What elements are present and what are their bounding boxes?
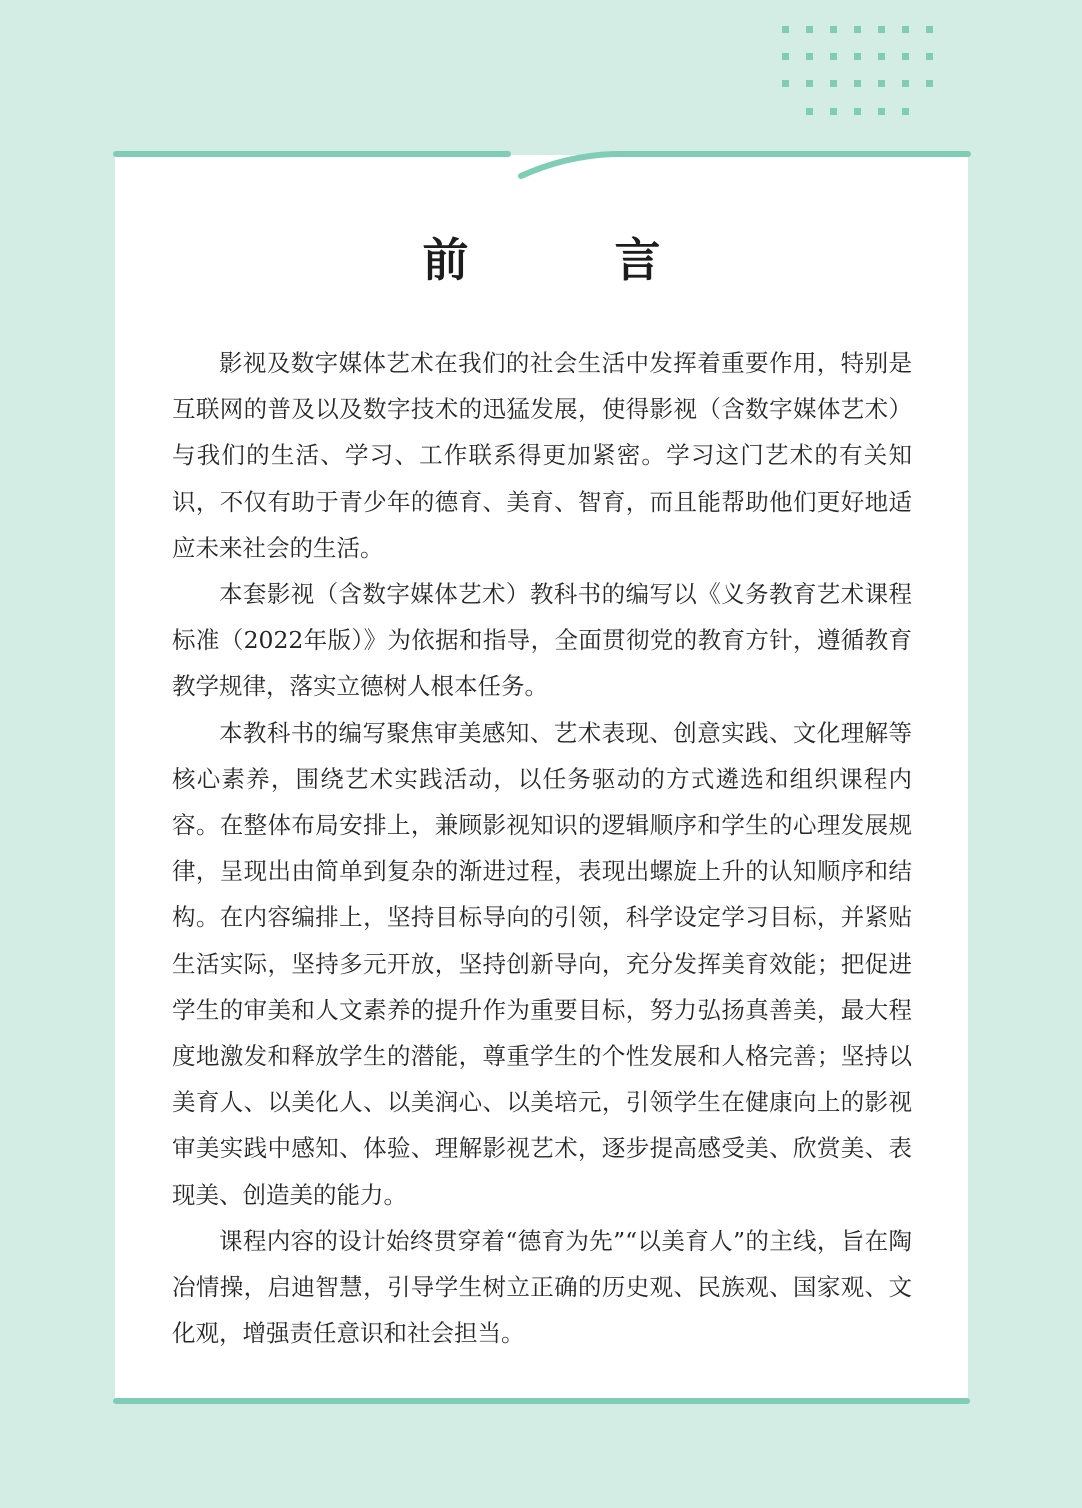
paragraph: 本套影视（含数字媒体艺术）教科书的编写以《义务教育艺术课程标准（2022年版）》为依据和指导，全面贯彻党的教育方针，遵循教育教学规律，落实立德树人根本任务。 (172, 580, 912, 701)
paragraph: 本教科书的编写聚焦审美感知、艺术表现、创意实践、文化理解等核心素养，围绕艺术实践活动，以任务驱动的方式遴选和组织课程内容。在整体布局安排上，兼顾影视知识的逻辑顺序和学生的心理发展规律，呈现出由简单到复杂的渐进过程，表现出螺旋上升的认知顺序和结构。在内容编排上，坚持目标导向的引领，科学设定学习目标，并紧贴生活实际，坚持多元开放，坚持创新导向，充分发挥美育效能；把促进学生的审美和人文素养的提升作为重要目标，努力弘扬真善美，最大程度地激发和释放学生的潜能，尊重学生的个性发展和人格完善；坚持以美育人、以美化人、以美润心、以美培元，引领学生在健康向上的影视审美实践中感知、体验、理解影视艺术，逐步提高感受美、欣赏美、表现美、创造美的能力。 (172, 718, 912, 1209)
paragraph: 影视及数字媒体艺术在我们的社会生活中发挥着重要作用，特别是互联网的普及以及数字技术的迅猛发展，使得影视（含数字媒体艺术）与我们的生活、学习、工作联系得更加紧密。学习这门艺术的有关知识，不仅有助于青少年的德育、美育、智育，而且能帮助他们更好地适应未来社会的生活。 (172, 349, 912, 562)
top-frame-border (113, 150, 973, 190)
decorative-dot-grid (778, 22, 946, 122)
paragraph: 课程内容的设计始终贯穿着“德育为先”“以美育人”的主线，旨在陶冶情操，启迪智慧，引导学生树立正确的历史观、民族观、国家观、文化观，增强责任意识和社会担当。 (172, 1226, 912, 1348)
preface-body (172, 340, 912, 1356)
bottom-frame-border (113, 1398, 970, 1404)
page-title: 前 言 (422, 233, 711, 287)
